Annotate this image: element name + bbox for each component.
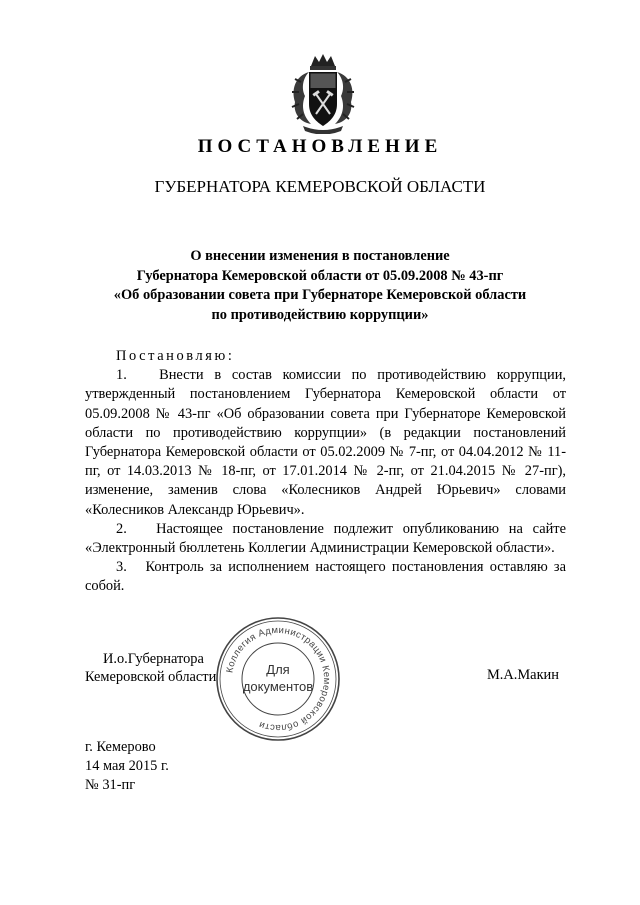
round-stamp: [213, 614, 343, 744]
signatory-region: Кемеровской области: [85, 669, 217, 685]
decree-heading: [60, 247, 580, 325]
heading-line: по противодействию коррупции»: [211, 306, 429, 323]
footer-city: г. Кемерово: [85, 739, 156, 755]
paragraph-2: 2. Настоящее постановление подлежит опубликованию на сайте «Электронный бюллетень Коллегии Администрации Кемеровской области».: [85, 520, 566, 557]
stamp-center-line2: документов: [242, 679, 314, 694]
document-title: ПОСТАНОВЛЕНИЕ: [197, 136, 443, 157]
decree-body: [85, 347, 566, 597]
heading-line: «Об образовании совета при Губернаторе Кемеровской области: [113, 287, 527, 303]
coat-of-arms-icon: [289, 52, 357, 134]
heading-line: О внесении изменения в постановление: [190, 248, 450, 264]
heading-line: Губернатора Кемеровской области от 05.09.2008 № 43-пг: [136, 267, 504, 284]
document-footer: [85, 738, 169, 794]
stamp-ring-text: Коллегия Администрации Кемеровской области: [224, 624, 333, 734]
signatory-name: М.А.Макин: [487, 667, 559, 683]
decree-word: Постановляю:: [116, 348, 235, 364]
document-subtitle: ГУБЕРНАТОРА КЕМЕРОВСКОЙ ОБЛАСТИ: [154, 177, 486, 196]
stamp-center-line1: Для: [266, 662, 290, 677]
footer-date: 14 мая 2015 г.: [85, 757, 169, 774]
paragraph-1: 1. Внести в состав комиссии по противодействию коррупции, утвержденный постановлением Губернатора Кемеровской области от 05.09.2008 № 43-пг «Об образовании совета при Губернаторе Кемеровской области по противодействию коррупции» (в редакции постановлений Губернатора Кемеровской области от 05.02.2009 № 7-пг, от 04.04.2012 № 11-пг, от 14.03.2013 № 18-пг, от 17.01.2014 № 2-пг, от 21.04.2015 № 27-пг), изменение, заменив слова «Колесников Андрей Юрьевич» словами «Колесников Александр Юрьевич».: [85, 367, 566, 518]
paragraph-3: 3. Контроль за исполнением настоящего постановления оставляю за собой.: [85, 559, 566, 595]
signatory-title: И.о.Губернатора: [103, 651, 204, 667]
footer-number: № 31-пг: [85, 776, 136, 793]
